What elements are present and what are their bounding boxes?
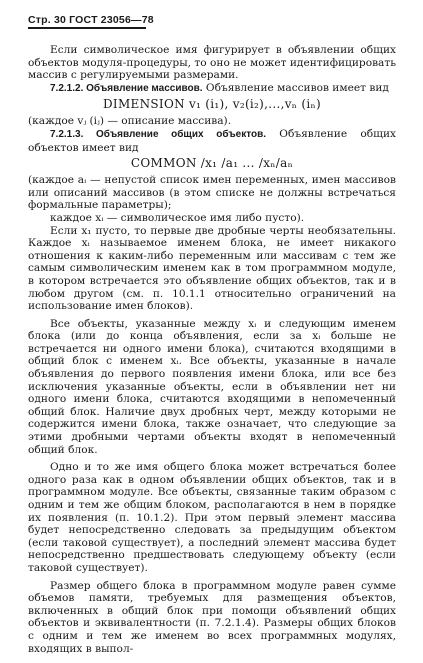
paragraph-common-note-a: (каждое aᵢ — непустой список имен переменных, имен массивов или описаний массивов (в этом списке не должны встречаться формальные параметры);	[28, 174, 396, 212]
paragraph-array-restriction: Если символическое имя фигурирует в объявлении общих объектов модуля-процедуры, то оно не может идентифицировать массив с регулируемыми размерами.	[28, 44, 396, 82]
formula-dimension: DIMENSION v₁ (i₁), v₂(i₂),...,vₙ (iₙ)	[102, 97, 322, 112]
paragraph-dimension-note: (каждое vⱼ (iⱼ) — описание массива).	[28, 115, 232, 128]
paragraph-block-size: Размер общего блока в программном модуле равен сумме объемов памяти, требуемых для размещения объектов, включенных в общий блок при помощи объявлений общих объектов и эквивалентности (п. 7.2.1.4). Размеры общих блоков с одним и тем же именем во всех программных модулях, входящих в выпол-	[28, 579, 396, 655]
page-header	[28, 14, 396, 28]
page-header-label: Стр. 30 ГОСТ 23056—78	[28, 14, 154, 26]
section-heading-common: 7.2.1.3. Объявление общих объектов.	[50, 128, 267, 140]
section-7-2-1-2	[28, 82, 396, 96]
paragraph-same-block-name: Одно и то же имя общего блока может встречаться более одного раза как в одном объявлении общих объектов, так и в программном модуле. Все объекты, связанные таким образом с одним и тем же общим блоком, располагаются в нем в порядке их появления (п. 10.1.2). При этом первый элемент массива будет непосредственно следовать за предыдущим объектом (если таковой существует), а последний элемент массива будет непосредственно предшествовать следующему объекту (если таковой существует).	[28, 461, 396, 574]
section-heading-arrays: 7.2.1.2. Объявление массивов.	[50, 82, 203, 94]
section-text-common: Объявление общих объектов имеет вид	[28, 127, 396, 154]
section-7-2-1-3	[28, 128, 396, 154]
paragraph-objects-in-block: Все объекты, указанные между xᵢ и следующим именем блока (или до конца объявления, если за xᵢ больше не встречается ни одного имени блока), считаются входящими в общий блок с именем xᵢ. Все объекты, указанные в начале объявления до первого появления имени блока, или все без исключения указанные объекты, если в объявлении нет ни одного имени блока, считаются входящими в непомеченный общий блок. Наличие двух дробных черт, между которыми не содержится имени блока, также означает, что следующие за этими дробными чертами объекты входят в непомеченный общий блок.	[28, 317, 396, 456]
formula-common: COMMON /x₁ /a₁ ... /xₙ/aₙ	[130, 156, 294, 171]
header-rule	[28, 27, 146, 29]
paragraph-block-names: Если x₁ пусто, то первые две дробные черты необязательны. Каждое xᵢ называемое именем блока, не имеет никакого отношения к каким-либо переменным или массивам с тем же самым символическим именем как в том программном модуле, в котором встречается это объявление общих объектов, так и в любом другом (см. п. 10.1.1 относительно ограничений на использование имен блоков).	[28, 224, 396, 313]
document-page	[28, 14, 396, 655]
paragraph-common-note-x: каждое xᵢ — символическое имя либо пусто).	[50, 211, 305, 224]
section-text-arrays: Объявление массивов имеет вид	[202, 81, 389, 94]
